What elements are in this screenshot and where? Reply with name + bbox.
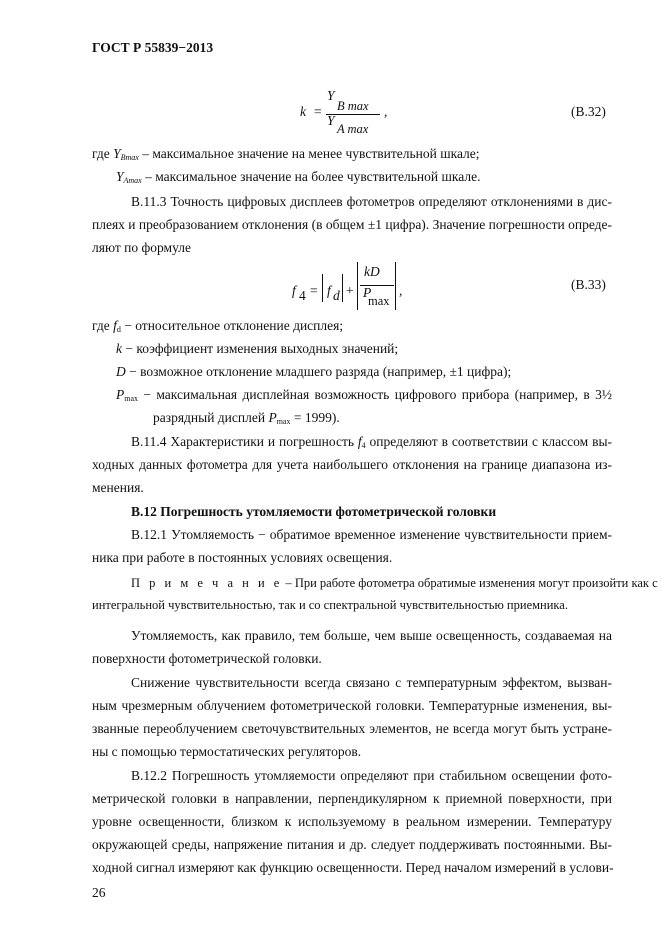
where32-line1: где $Y_{Bmax}$ – максимальное значение на менее чувствительной шкале; <box>92 146 480 162</box>
p-fatigue-line2: поверхности фотометрической головки. <box>92 651 322 666</box>
p-b122-line4: окружающей среды, напряжение питания и др. следует поддерживать постоянными. Вы- <box>92 837 612 852</box>
where33-line1: где $f_d$ − относительное отклонение дисплея; <box>92 318 344 334</box>
eq33-numerator: kD <box>364 264 380 279</box>
eq33-abs-bar-4 <box>395 262 396 310</box>
p-temp-line3: званные переоблучением светочувствительных элементов, не всегда могут быть устране- <box>92 721 612 736</box>
p-b122-line5: ходной сигнал измеряют как функцию освещенности. Перед началом измерений в услови- <box>92 860 614 875</box>
eq33-denominator-sub: max <box>368 294 390 308</box>
document-header: ГОСТ Р 55839−2013 <box>92 40 214 55</box>
where33-line4: $P_{max}$ − максимальная дисплейная возможность цифрового прибора (например, в 3½ <box>116 387 612 403</box>
p-b114-line2: ходных данных фотометра для учета наибольшего отклонения на границе диапазона из- <box>92 457 612 472</box>
note-line2: интегральной чувствительностью, так и со спектральной чувствительностью приемника. <box>92 598 568 612</box>
eq32-lhs: k <box>300 104 306 119</box>
page-number: 26 <box>92 885 106 900</box>
eq33-abs-bar-2 <box>342 274 343 302</box>
p-temp-line2: ным чрезмерным облучением фотометрической головки. Температурные изменения, вы- <box>92 698 612 713</box>
eq32-denominator: Y <box>327 113 335 128</box>
p-b114-line3: менения. <box>92 480 144 495</box>
section-b12-heading: В.12 Погрешность утомляемости фотометрической головки <box>131 504 497 519</box>
eq32-numerator-sub: B max <box>337 99 369 113</box>
eq32-comma: , <box>384 104 388 119</box>
where33-line3: D − возможное отклонение младшего разряда (например, ±1 цифра); <box>116 364 512 379</box>
eq33-abs-bar-3 <box>357 262 358 310</box>
p-b122-line3: уровне освещенности, близком к используемому в реальном измерении. Температуру <box>92 814 612 829</box>
where33-line2: k − коэффициент изменения выходных значений; <box>116 341 399 356</box>
p-fatigue-line1: Утомляемость, как правило, тем больше, чем выше освещенность, создаваемая на <box>131 628 612 643</box>
p-b121-line2: ника при работе в постоянных условиях освещения. <box>92 550 393 565</box>
eq33-fd: f <box>327 283 331 298</box>
p-b113-line2: плеях и преобразованием отклонения (в общем ±1 цифра). Значение погрешности опреде- <box>92 217 612 232</box>
eq33-denominator: P <box>363 285 372 300</box>
eq33-comma: , <box>399 283 403 298</box>
eq33-abs-bar-1 <box>322 274 323 302</box>
eq32-equals: = <box>314 104 322 119</box>
where32-line2: $Y_{Amax}$ – максимальное значение на более чувствительной шкале. <box>116 169 481 185</box>
p-b122-line2: метрической головки в направлении, перпендикулярном к приемной поверхности, при <box>92 791 612 806</box>
p-b122-line1: В.12.2 Погрешность утомляемости определяют при стабильном освещении фото- <box>131 768 612 783</box>
eq33-lhs-sub: 4 <box>299 288 306 303</box>
p-b113-line3: ляют по формуле <box>92 240 191 255</box>
eq32-number: (В.32) <box>571 104 606 119</box>
eq33-fd-sub: d <box>333 288 340 303</box>
eq32-denominator-sub: A max <box>337 122 369 136</box>
p-b113-line1: В.11.3 Точность цифровых дисплеев фотометров определяют отклонениями в дис- <box>131 194 612 209</box>
eq32-numerator: Y <box>327 88 335 103</box>
p-b114-line1: В.11.4 Характеристики и погрешность $f_4$ определяют в соответствии с классом вы- <box>131 434 613 450</box>
note-line1: П р и м е ч а н и е – При работе фотометра обратимые изменения могут произойти как с <box>131 576 658 590</box>
where33-line5: разрядный дисплей $P_{max} = 1999$). <box>153 410 340 426</box>
eq33-equals: = <box>310 283 318 298</box>
eq33-lhs: f <box>292 283 296 298</box>
p-temp-line1: Снижение чувствительности всегда связано с температурным эффектом, вызван- <box>131 675 612 690</box>
p-temp-line4: ны с помощью термостатических регуляторов. <box>92 744 362 759</box>
eq33-plus: + <box>346 283 354 298</box>
eq33-number: (В.33) <box>571 277 606 292</box>
p-b121-line1: В.12.1 Утомляемость − обратимое временное изменение чувствительности прием- <box>131 527 612 542</box>
